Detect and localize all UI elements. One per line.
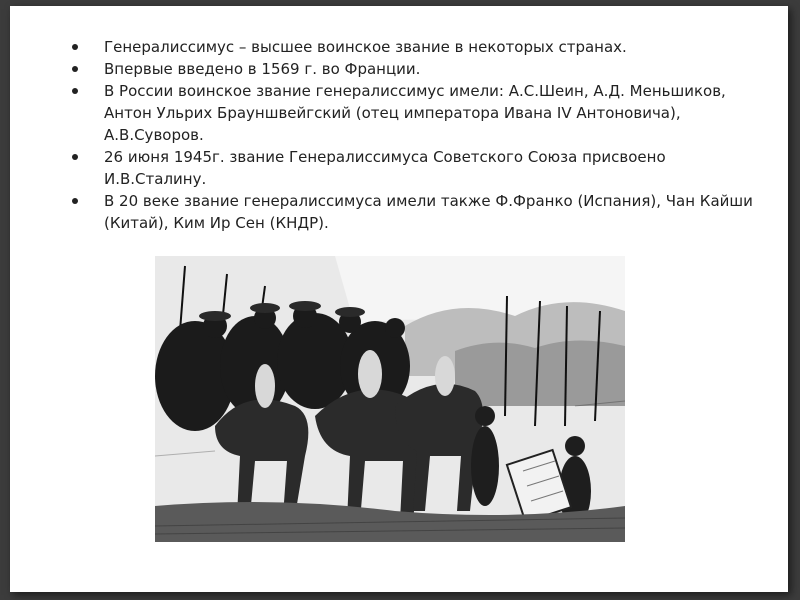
bullet-dot-icon [72,154,78,160]
bullet-dot-icon [72,44,78,50]
bullet-text: В 20 веке звание генералиссимуса имели также Ф.Франко (Испания), Чан Кайши (Китай), Ким Ир Сен (КНДР). [104,192,753,232]
list-item [72,80,772,146]
list-item [72,58,772,80]
list-item [72,36,772,58]
list-item [72,146,772,190]
engraving-illustration [155,256,625,542]
bullet-dot-icon [72,198,78,204]
bullet-dot-icon [72,66,78,72]
slide [10,6,788,592]
bullet-text: 26 июня 1945г. звание Генералиссимуса Советского Союза присвоено И.В.Сталину. [104,148,666,188]
bullet-dot-icon [72,88,78,94]
list-item [72,190,772,234]
bullet-text: Впервые введено в 1569 г. во Франции. [104,60,421,78]
bullet-list [72,36,772,234]
bullet-text: В России воинское звание генералиссимус имели: А.С.Шеин, А.Д. Меньшиков, Антон Ульрих Брауншвейгский (отец императора Ивана IV Антоновича), А.В.Суворов. [104,82,726,144]
bullet-text: Генералиссимус – высшее воинское звание в некоторых странах. [104,38,627,56]
historical-engraving-image [155,256,625,542]
